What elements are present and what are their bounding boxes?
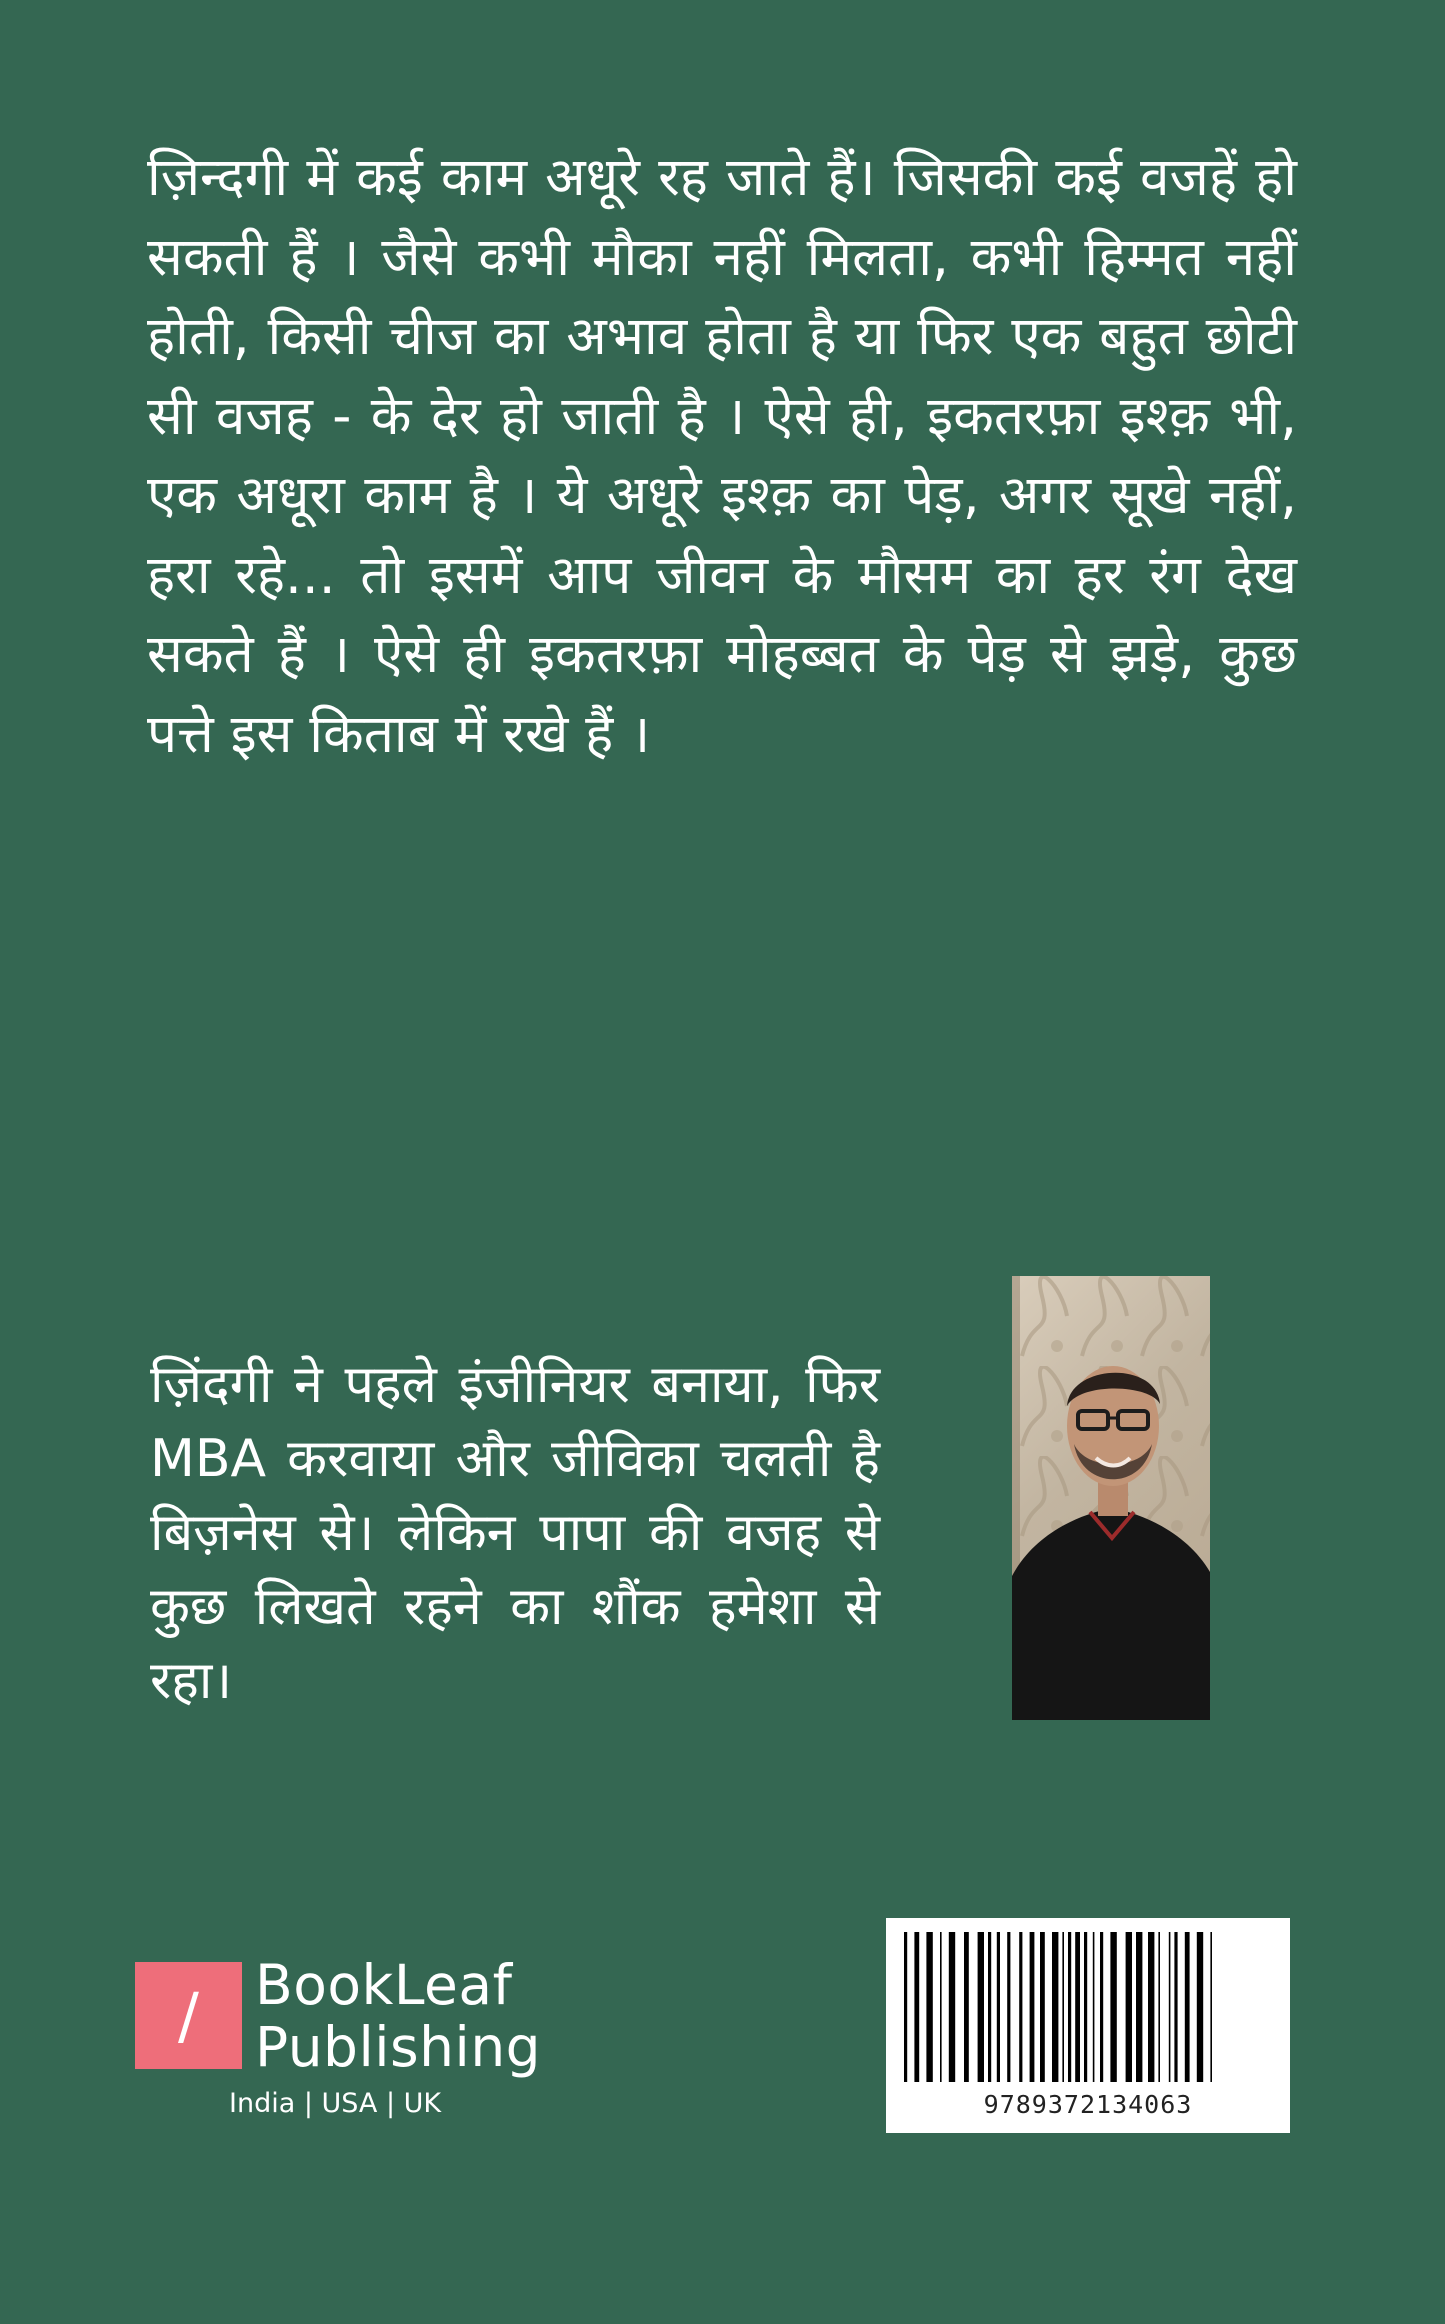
barcode-bar	[1169, 1932, 1171, 2082]
publisher-logo	[135, 1953, 555, 2132]
author-photo	[1012, 1276, 1210, 1720]
isbn-barcode	[886, 1918, 1290, 2133]
barcode-bar	[1174, 1932, 1177, 2082]
barcode-bar	[1040, 1932, 1045, 2082]
barcode-bar	[1185, 1932, 1190, 2082]
barcode-bar	[1210, 1932, 1212, 2082]
barcode-bar	[1093, 1932, 1095, 2082]
barcode-bar	[1068, 1932, 1071, 2082]
barcode-bar	[1075, 1932, 1080, 2082]
barcode-bar	[949, 1932, 955, 2082]
barcode-bar	[964, 1932, 969, 2082]
publisher-logo-mark	[135, 1962, 242, 2069]
barcode-bar	[1110, 1932, 1116, 2082]
barcode-bar	[1100, 1932, 1103, 2082]
barcode-bar	[1126, 1932, 1132, 2082]
publisher-name	[255, 1954, 541, 2078]
barcode-bar	[1007, 1932, 1010, 2082]
barcode-bar	[1197, 1932, 1203, 2082]
publisher-name-line1: BookLeaf	[255, 1953, 513, 2017]
barcode-bar	[1084, 1932, 1087, 2082]
isbn-number: 9789372134063	[983, 2090, 1193, 2119]
barcode-bar	[1148, 1932, 1154, 2082]
slash-icon: /	[178, 1979, 199, 2052]
barcode-bar	[1062, 1932, 1064, 2082]
barcode-bar	[914, 1932, 919, 2082]
barcode-bar	[1019, 1932, 1022, 2082]
publisher-name-line2: Publishing	[255, 2015, 542, 2079]
barcode-bar	[940, 1932, 942, 2082]
barcode-bar	[1136, 1932, 1142, 2082]
barcode-bar	[1030, 1932, 1035, 2082]
back-cover-blurb: ज़िन्दगी में कई काम अधूरे रह जाते हैं। जिसकी कई वजहें हो सकती हैं । जैसे कभी मौका नहीं मिलता, कभी हिम्मत नहीं होती, किसी चीज का अभाव होता है या फिर एक बहुत छोटी सी वजह - के देर हो जाती है । ऐसे ही, इकतरफ़ा इश्क़ भी, एक अधूरा काम है । ये अधूरे इश्क़ का पेड़, अगर सूखे नहीं, हरा रहे... तो इसमें आप जीवन के मौसम का हर रंग देख सकते हैं । ऐसे ही इकतरफ़ा मोहब्बत के पेड़ से झड़े, कुछ पत्ते इस किताब में रखे हैं ।	[147, 147, 1297, 765]
publisher-regions: India | USA | UK	[229, 2088, 442, 2119]
barcode-bar	[997, 1932, 1000, 2082]
barcode-bar	[988, 1932, 991, 2082]
barcode-bar	[1052, 1932, 1058, 2082]
barcode-bars	[900, 1932, 1276, 2082]
barcode-bar	[904, 1932, 907, 2082]
author-bio: ज़िंदगी ने पहले इंजीनियर बनाया, फिर MBA करवाया और जीविका चलती है बिज़नेस से। लेकिन पापा की वजह से कुछ लिखते रहने का शौंक हमेशा से रहा।	[150, 1355, 880, 1711]
barcode-bar	[978, 1932, 984, 2082]
barcode-bar	[1158, 1932, 1160, 2082]
barcode-bar	[926, 1932, 932, 2082]
